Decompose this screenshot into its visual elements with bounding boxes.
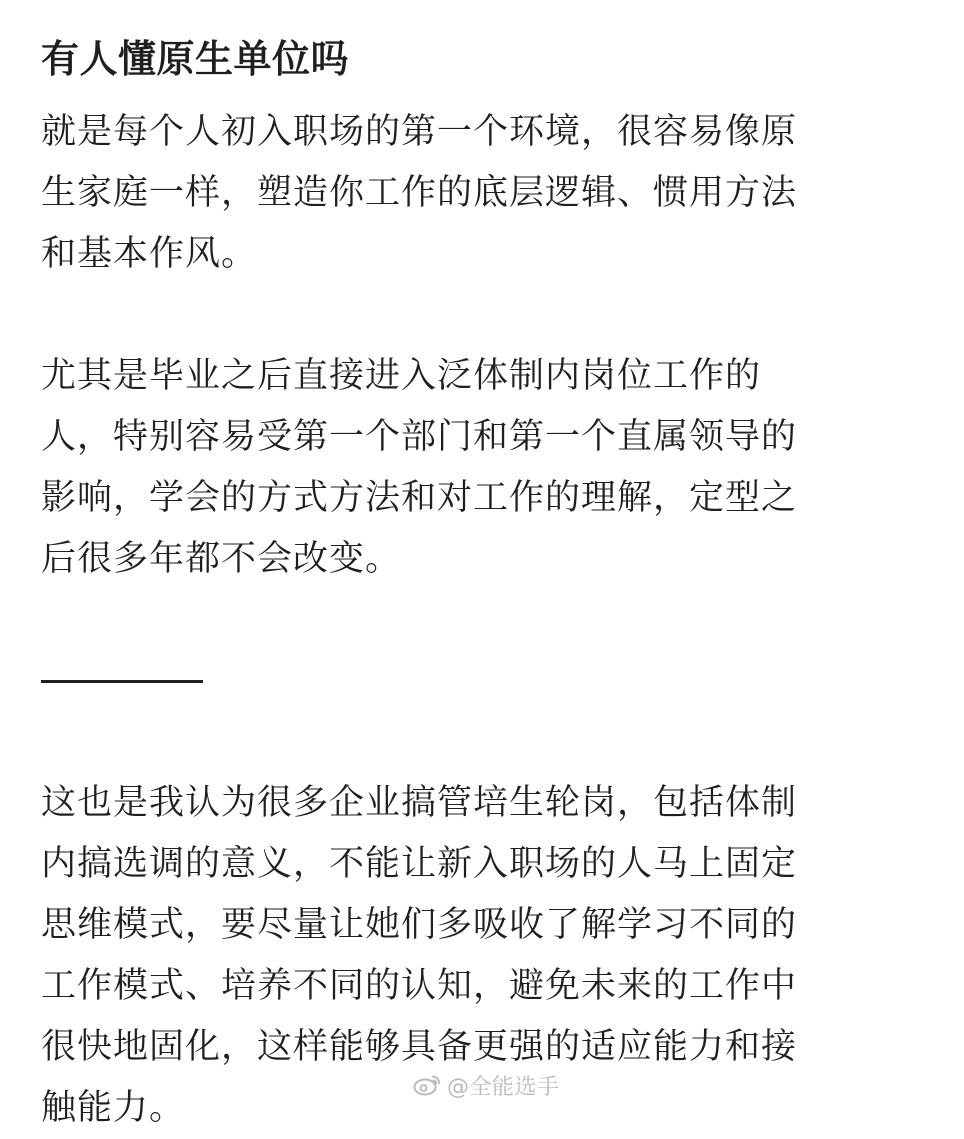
- paragraph-line: 尤其是毕业之后直接进入泛体制内岗位工作的: [41, 356, 762, 396]
- paragraph-1: [41, 102, 924, 285]
- blank-line: [41, 285, 924, 346]
- paragraph-line: 内搞选调的意义，不能让新入职场的人马上固定: [41, 844, 798, 884]
- paragraph-line: 和基本作风。: [41, 234, 258, 274]
- post-title: 有人懂原生单位吗: [41, 37, 350, 81]
- paragraph-line: 人，特别容易受第一个部门和第一个直属领导的: [41, 417, 798, 457]
- paragraph-line: 后很多年都不会改变。: [41, 539, 402, 579]
- watermark: [413, 1068, 560, 1102]
- weibo-icon: [413, 1072, 443, 1098]
- paragraph-line: 就是每个人初入职场的第一个环境，很容易像原: [41, 112, 798, 152]
- paragraph-line: 生家庭一样，塑造你工作的底层逻辑、惯用方法: [41, 173, 798, 213]
- divider-line: [41, 680, 203, 683]
- paragraph-line: 很快地固化，这样能够具备更强的适应能力和接: [41, 1027, 798, 1067]
- paragraph-line: 这也是我认为很多企业搞管培生轮岗，包括体制: [41, 783, 798, 823]
- paragraph-2: [41, 346, 924, 590]
- paragraph-line: 思维模式，要尽量让她们多吸收了解学习不同的: [41, 905, 798, 945]
- paragraph-line: 影响，学会的方式方法和对工作的理解，定型之: [41, 478, 798, 518]
- paragraph-line: 工作模式、培养不同的认知，避免未来的工作中: [41, 966, 798, 1006]
- blank-line: [41, 712, 924, 773]
- paragraph-line: 触能力。: [41, 1088, 186, 1128]
- blank-line: [41, 590, 924, 651]
- section-divider: [41, 651, 924, 712]
- watermark-text: @全能选手: [447, 1074, 560, 1100]
